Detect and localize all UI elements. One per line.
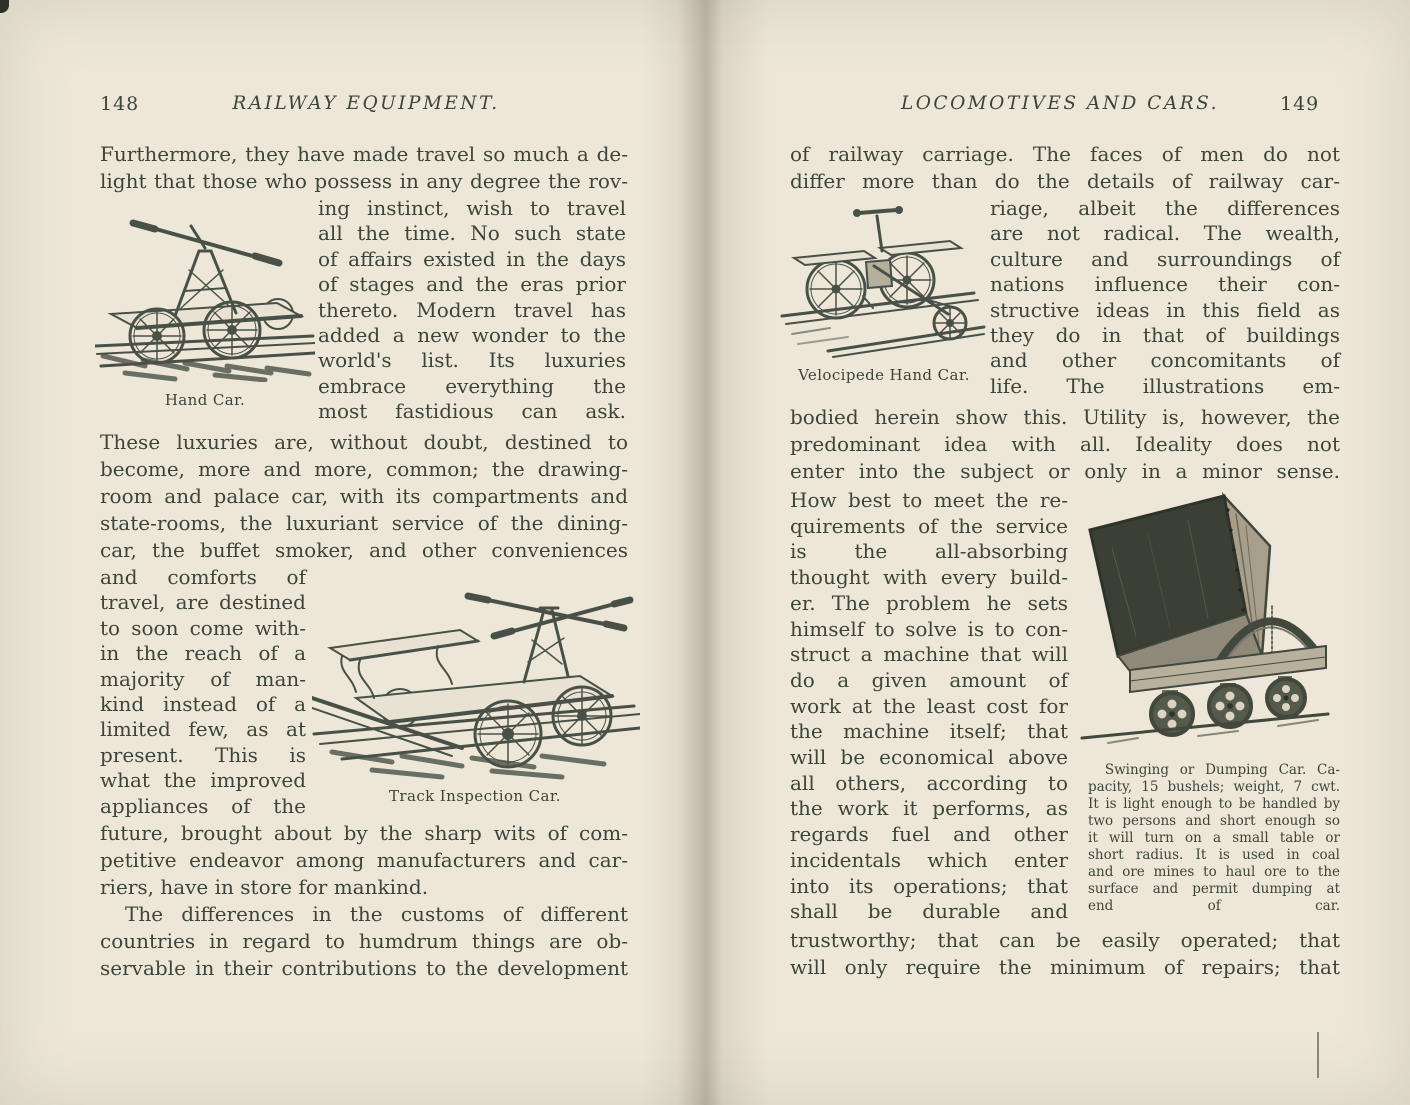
paragraph [100,141,628,194]
text-line: Furthermore, they have made travel so much a de- [100,142,628,166]
text-line: all the time. No such state [318,221,626,246]
text-line: It is light enough to be handled by [1088,796,1340,812]
text-line: two persons and short enough so [1088,813,1340,829]
page-number: 148 [100,93,140,115]
text-line: state-rooms, the luxuriant service of the dining- [100,511,628,535]
text-line: life. The illustrations em- [990,373,1340,398]
text-line: present. This is [100,742,306,767]
text-line: surface and permit dumping at [1088,881,1340,897]
page-gutter-shadow [642,0,770,1105]
text-line: servable in their contributions to the development [100,956,628,980]
text-line: riers, have in store for mankind. [100,875,429,899]
text-line: all others, according to [790,770,1068,795]
text-line: majority of man- [100,666,306,691]
text-line: work at the least cost for [790,693,1068,718]
text-line: light that those who possess in any degree the rov- [100,168,628,193]
text-line: into its operations; that [790,873,1068,898]
text-line: short radius. It is used in coal [1088,847,1340,863]
text-line: culture and surroundings of [990,246,1340,271]
text-line: thought with every build- [790,565,1068,590]
text-line: to soon come with- [100,615,306,640]
text-line: what the improved [100,768,306,793]
text-line: added a new wonder to the [318,323,626,348]
text-line: and ore mines to haul ore to the [1088,864,1340,880]
text-line: nations influence their con- [990,272,1340,297]
hand-car-illustration [95,196,315,382]
track-inspection-car-illustration [312,556,640,780]
text-line: they do in that of buildings [990,323,1340,348]
text-line: shall be durable and [790,899,1068,924]
text-line: of affairs existed in the days [318,246,626,271]
scan-edge-mark [1317,1032,1319,1078]
text-line: and comforts of [100,565,306,589]
text-line: predominant idea with all. Ideality does not [790,432,1340,456]
figure-caption [1088,762,1340,915]
text-line: the work it performs, as [790,796,1068,821]
text-line: enter into the subject or only in a minor sense. [790,459,1340,483]
text-line: of stages and the eras prior [318,272,626,297]
paragraph [790,404,1340,485]
text-line: kind instead of a [100,692,306,717]
text-line: thereto. Modern travel has [318,297,626,322]
text-line: structive ideas in this field as [990,297,1340,322]
text-line: riage, albeit the differences [990,196,1340,220]
text-line: future, brought about by the sharp wits of com- [100,821,628,845]
text-line: petitive endeavor among manufacturers and car- [100,848,628,872]
text-line: These luxuries are, without doubt, destined to [100,430,628,454]
text-line: ing instinct, wish to travel [318,196,626,220]
figure-dumping-car [1078,486,1334,756]
text-line: appliances of the [100,793,306,818]
text-line: do a given amount of [790,667,1068,692]
text-line: are not radical. The wealth, [990,221,1340,246]
text-line: himself to solve is to con- [790,616,1068,641]
text-line: How best to meet the re- [790,488,1068,512]
text-line: countries in regard to humdrum things are ob- [100,929,628,953]
text-line: most fastidious can ask. [318,399,626,424]
text-line: in the reach of a [100,641,306,666]
text-line: become, more and more, common; the drawing- [100,457,628,481]
figure-caption: Track Inspection Car. [389,787,561,805]
text-line: The differences in the customs of different [125,902,628,926]
text-line: car, the buffet smoker, and other conveniences [100,538,628,562]
figure-caption: Hand Car. [164,391,246,409]
figure-velocipede-hand-car [778,196,986,364]
text-line: pacity, 15 bushels; weight, 7 cwt. [1088,779,1340,795]
velocipede-hand-car-illustration [778,196,986,360]
text-line: differ more than do the details of railway car- [790,168,1340,193]
text-line: will be economical above [790,745,1068,770]
text-line: limited few, as at [100,717,306,742]
text-line: travel, are destined [100,590,306,615]
text-line: er. The problem he sets [790,590,1068,615]
text-line: of railway carriage. The faces of men do not [790,142,1340,166]
paragraph [790,141,1340,194]
text-line: trustworthy; that can be easily operated; that [790,928,1340,952]
paragraph [100,820,628,982]
figure-track-inspection-car [312,556,640,784]
running-title: RAILWAY EQUIPMENT. [232,93,500,114]
text-line: quirements of the service [790,513,1068,538]
text-line: bodied herein show this. Utility is, however, the [790,405,1340,429]
paragraph [100,565,306,819]
paragraph [318,196,626,425]
dumping-car-illustration [1078,486,1334,752]
text-line: end of car. [1088,898,1340,914]
text-line: room and palace car, with its compartments and [100,484,628,508]
text-line: incidentals which enter [790,847,1068,872]
paragraph [990,196,1340,399]
figure-caption: Velocipede Hand Car. [798,366,970,384]
text-line: world's list. Its luxuries [318,348,626,373]
text-line: struct a machine that will [790,642,1068,667]
text-line: is the all-absorbing [790,539,1068,564]
paragraph [100,429,628,564]
scan-corner-mark [0,0,9,13]
text-line: it will turn on a small table or [1088,830,1340,846]
figure-hand-car [95,196,315,386]
text-line: the machine itself; that [790,719,1068,744]
text-line: regards fuel and other [790,822,1068,847]
paragraph [790,488,1068,925]
text-line: will only require the minimum of repairs; that [790,955,1340,979]
text-line: embrace everything the [318,373,626,398]
running-title: LOCOMOTIVES AND CARS. [900,93,1220,114]
text-line: Swinging or Dumping Car. Ca- [1104,762,1340,778]
text-line: and other concomitants of [990,348,1340,373]
paragraph [790,927,1340,981]
page-number: 149 [1280,93,1320,115]
